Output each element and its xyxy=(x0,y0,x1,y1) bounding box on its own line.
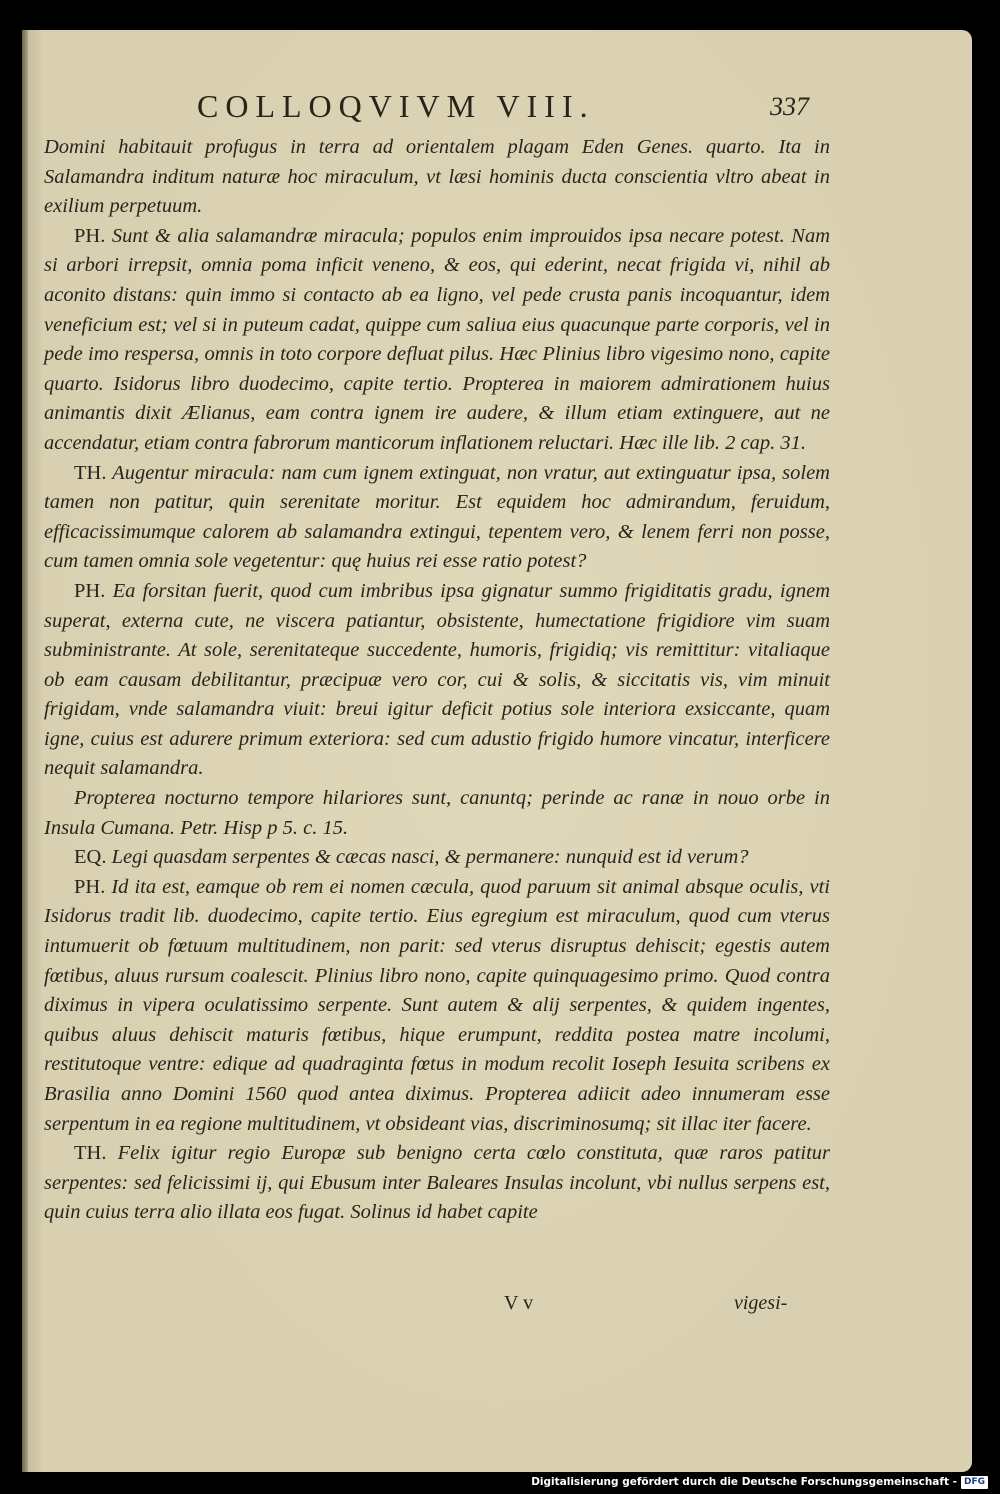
page-binding-edge xyxy=(22,30,28,1472)
signature-mark: V v xyxy=(504,1292,534,1314)
speaker-label: PH. xyxy=(74,224,106,247)
paragraph-text: Propterea nocturno tempore hilariores sunt, canuntq; perinde ac ranæ in nouo orbe in Insula Cumana. Petr. Hisp p 5. c. 15. xyxy=(44,787,830,839)
paragraph-text: Legi quasdam serpentes & cæcas nasci, & permanere: nunquid est id verum? xyxy=(106,846,749,869)
paragraph xyxy=(44,873,830,1139)
paragraph-text: Id ita est, eamque ob rem ei nomen cæcula, quod paruum sit animal absque oculis, vti Isidorus tradit lib. duodecimo, capite tertio. Eius egregium est miraculum, quod cum vterus intumuerit ob fœtuum multitudinem, non parit: sed vterus disruptus dehiscit; egestis autem fœtibus, aluus rursum coalescit. Plinius libro nono, capite quinquagesimo primo. Quod contra diximus in vipera oculatissimo serpente. Sunt autem & alij serpentes, & quidem ingentes, quibus aluus dehiscit maturis fœtibus, hique erumpunt, reddita postea matre incolumi, restitutoque ventre: edique ad quadraginta fœtus in modum recolit Ioseph Iesuita scribens ex Brasilia anno Domini 1560 quod antea diximus. Propterea adiicit adeo innumeram esse serpentum in ea regione multitudinem, vt obsideant vias, discriminosumq; sit illac iter facere. xyxy=(44,875,830,1135)
paragraph xyxy=(44,784,830,843)
paragraph xyxy=(44,459,830,577)
paragraph xyxy=(44,222,830,459)
paragraph-text: Felix igitur regio Europæ sub benigno certa cœlo constituta, quæ raros patitur serpentes: sed felicissimi ij, qui Ebusum inter Baleares Insulas incolunt, vbi nullus serpens est, quin cuius terra alio illata eos fugat. Solinus id habet capite xyxy=(44,1142,830,1224)
running-head: COLLOQVIVM VIII. xyxy=(197,88,595,124)
page-footer xyxy=(22,1292,972,1326)
paragraph-text: Ea forsitan fuerit, quod cum imbribus ipsa gignatur summo frigiditatis gradu, ignem superat, externa cute, ne viscera patiantur, obsistente, humectatione frigidiore vim suam subministrante. At sole, serenitateque succedente, humoris, frigidiq; vis remittitur: vitaliaque ob eam causam debilitantur, præcipuæ vero cor, cui & solis, & siccitatis vis, vim minuit frigidam, vnde salamandra viuit: breui igitur deficit potius sole interiora exsiccante, quam igne, cuius est adurere primum exteriora: sed cum adustio frigido humore vincatur, interficere nequit salamandra. xyxy=(44,579,830,780)
paragraph-text: Domini habitauit profugus in terra ad orientalem plagam Eden Genes. quarto. Ita in Salamandra inditum naturæ hoc miraculum, vt læsi hominis ducta conscientia vltro abeat in exilium perpetuum. xyxy=(44,136,830,218)
digitization-credit xyxy=(531,1474,988,1490)
body-text xyxy=(44,133,830,1228)
paragraph xyxy=(44,577,830,784)
catchword: vigesi- xyxy=(734,1292,788,1314)
credit-text: Digitalisierung gefördert durch die Deutsche Forschungsgemeinschaft - xyxy=(531,1476,957,1488)
page-number: 337 xyxy=(770,92,809,121)
speaker-label: PH. xyxy=(74,875,106,898)
speaker-label: EQ. xyxy=(74,846,107,869)
book-page xyxy=(22,30,972,1472)
paragraph-text: Sunt & alia salamandræ miracula; populos enim improuidos ipsa necare potest. Nam si arbori irrepsit, omnia poma inficit veneno, & eos, qui ederint, necat frigida vi, nihil ab aconito distans: quin immo si contacto ab ea ligno, vel pede crusta panis incoquantur, idem veneficium est; vel si in puteum cadat, quippe cum saliua eius quacunque parte corporis, vel in pede imo respersa, omnis in toto corpore defluat pilus. Hæc Plinius libro vigesimo nono, capite quarto. Isidorus libro duodecimo, capite tertio. Propterea in maiorem admirationem huius animantis dixit Ælianus, eam contra ignem ire audere, & illum etiam extinguere, aut ne accendatur, etiam contra fabrorum manticorum inflationem reluctari. Hæc ille lib. 2 cap. 31. xyxy=(44,224,830,454)
speaker-label: PH. xyxy=(74,579,106,602)
paragraph xyxy=(44,1139,830,1228)
dfg-logo: DFG xyxy=(961,1476,988,1489)
speaker-label: TH. xyxy=(74,461,107,484)
paragraph xyxy=(44,133,830,222)
page-header xyxy=(22,88,972,132)
paragraph-text: Augentur miracula: nam cum ignem extinguat, non vratur, aut extinguatur ipsa, solem tamen non patitur, quin serenitate moritur. Est equidem hoc admirandum, feruidum, efficacissimumque calorem ab salamandra extingui, tepentem vero, & lenem ferri non posse, cum tamen omnia sole vegetentur: quę huius rei esse ratio potest? xyxy=(44,461,830,573)
paragraph xyxy=(44,843,830,873)
speaker-label: TH. xyxy=(74,1142,107,1165)
